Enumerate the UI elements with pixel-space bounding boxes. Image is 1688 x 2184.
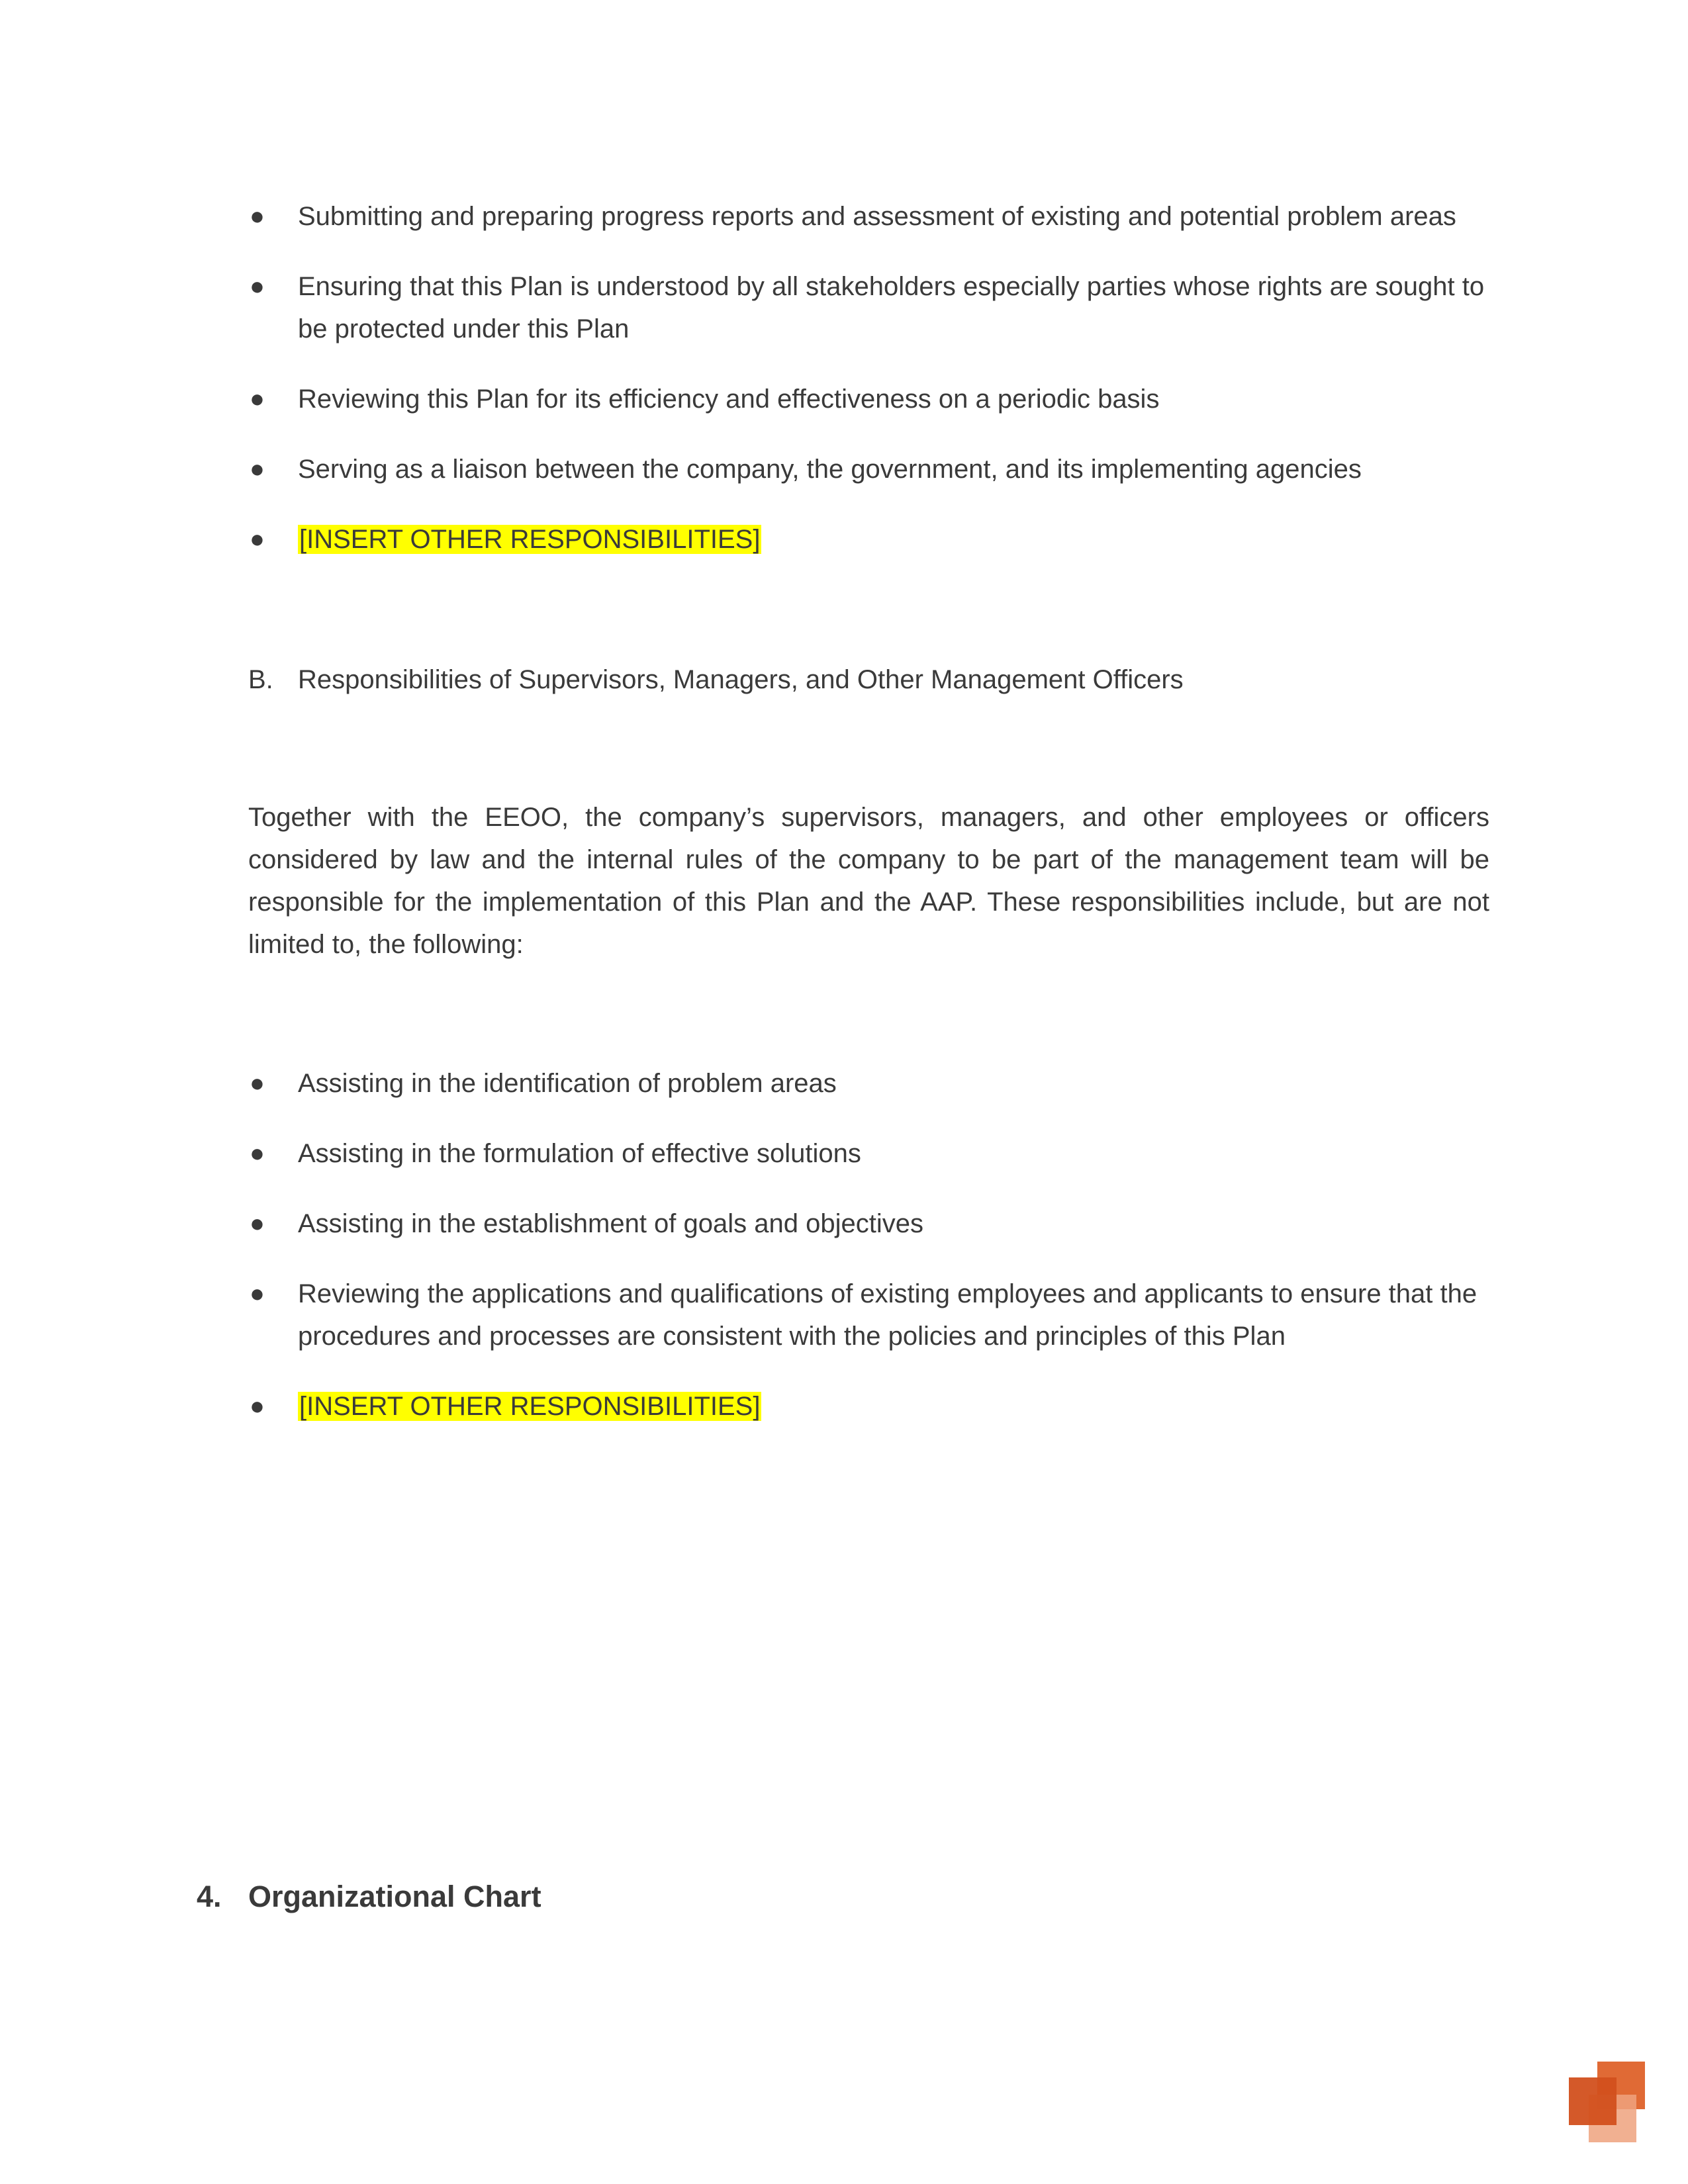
list-item-text: Ensuring that this Plan is understood by all stakeholders especially parties whose rights are sought to be protected under this Plan	[298, 272, 1485, 343]
eeoo-responsibilities-list	[248, 195, 1489, 561]
placeholder-text-highlighted[interactable]: [INSERT OTHER RESPONSIBILITIES]	[299, 1392, 761, 1421]
list-item	[248, 1203, 1489, 1245]
bullet-icon: ●	[250, 1392, 265, 1420]
section-b-heading	[248, 659, 1489, 701]
list-item	[248, 265, 1489, 350]
bullet-icon: ●	[250, 1280, 265, 1308]
list-item-text: Reviewing this Plan for its efficiency and effectiveness on a periodic basis	[298, 385, 1160, 414]
bullet-icon: ●	[250, 273, 265, 300]
bullet-icon: ●	[250, 1210, 265, 1238]
bullet-icon: ●	[250, 525, 265, 553]
list-item	[248, 448, 1489, 490]
list-item	[248, 518, 1489, 561]
list-item	[248, 1273, 1489, 1357]
placeholder-text-highlighted[interactable]: [INSERT OTHER RESPONSIBILITIES]	[299, 525, 761, 554]
heading-title: Organizational Chart	[248, 1880, 541, 1913]
heading-number: 4.	[197, 1880, 222, 1913]
list-item	[248, 378, 1489, 420]
brand-logo-icon	[1569, 2062, 1655, 2148]
body-paragraph: Together with the EEOO, the company’s supervisors, managers, and other employees or officers considered by law and the internal rules of the company to be part of the management team will be responsible for the implementation of this Plan and the AAP. These responsibilities include, but are not limited to, the following:	[248, 803, 1489, 959]
list-item-text: Assisting in the identification of problem areas	[298, 1069, 837, 1098]
section-title: Responsibilities of Supervisors, Managers, and Other Management Officers	[298, 665, 1184, 694]
bullet-icon: ●	[250, 203, 265, 230]
bullet-icon: ●	[250, 1069, 265, 1097]
logo-square-front	[1569, 2077, 1617, 2125]
list-item-text: Submitting and preparing progress reports and assessment of existing and potential problem areas	[298, 202, 1456, 231]
list-item-text: Reviewing the applications and qualifications of existing employees and applicants to ensure that the procedures and processes are consistent with the policies and principles of this Plan	[298, 1279, 1477, 1351]
section-letter: B.	[248, 665, 273, 694]
management-responsibilities-list	[248, 1062, 1489, 1428]
section-4-heading	[197, 1876, 541, 1918]
list-item-text: Serving as a liaison between the company, the government, and its implementing agencies	[298, 455, 1362, 484]
list-item	[248, 1385, 1489, 1428]
list-item	[248, 1132, 1489, 1175]
list-item	[248, 195, 1489, 238]
bullet-icon: ●	[250, 385, 265, 413]
list-item-text: Assisting in the establishment of goals and objectives	[298, 1209, 923, 1238]
bullet-icon: ●	[250, 455, 265, 483]
list-item-text: Assisting in the formulation of effective solutions	[298, 1139, 861, 1168]
list-item	[248, 1062, 1489, 1105]
bullet-icon: ●	[250, 1140, 265, 1167]
